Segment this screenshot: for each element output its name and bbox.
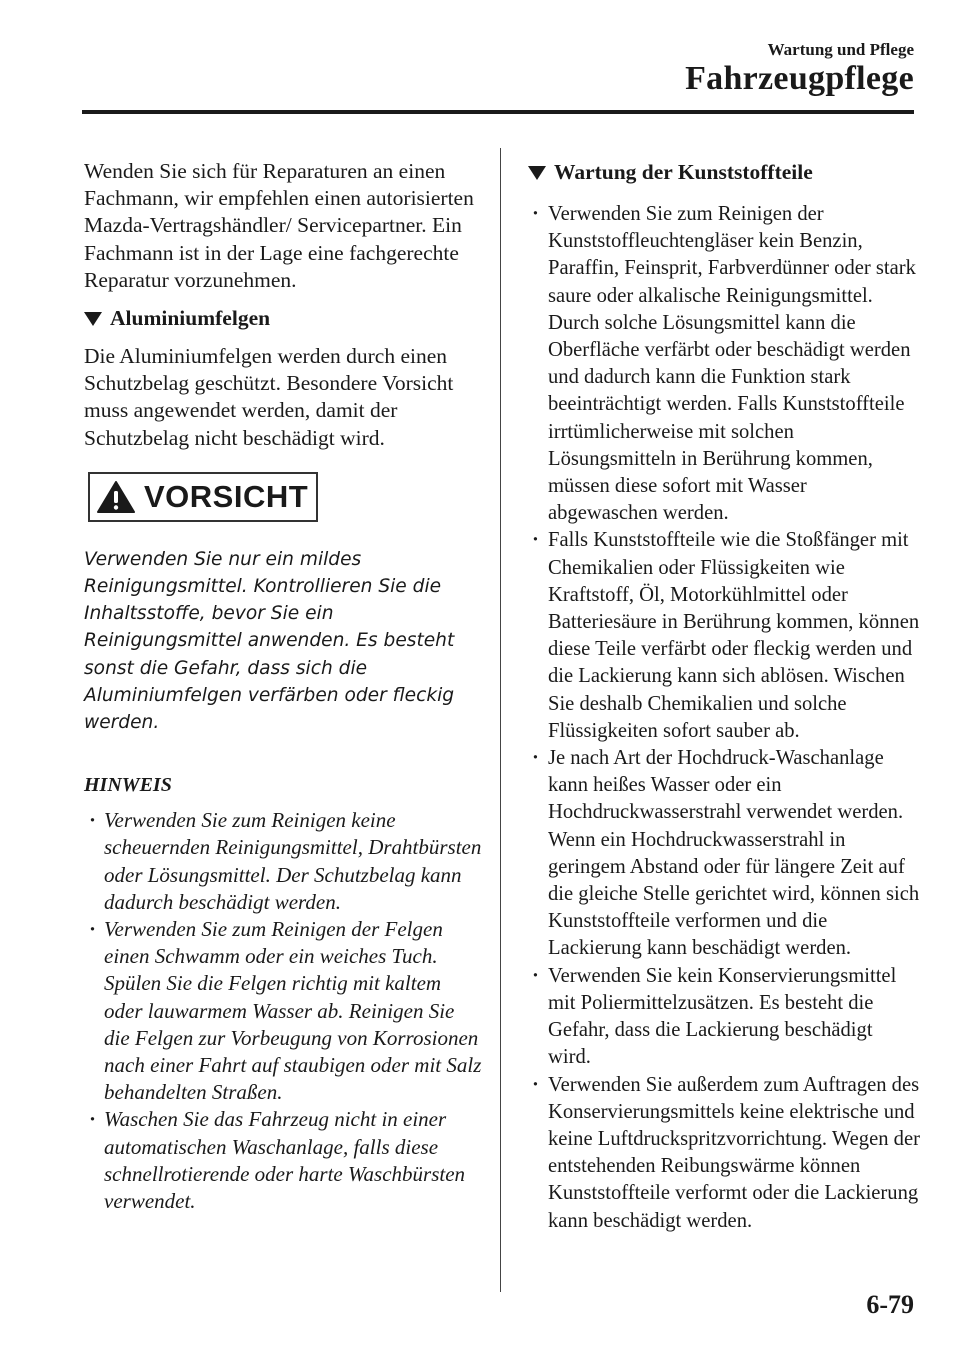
list-item: · Verwenden Sie zum Reinigen der Kunststoffleuchtengläser kein Benzin, Paraffin, Feinsprit, Farbverdünner oder stark saure oder alkalische Reinigungsmittel. Durch solche Lösungsmittel kann die Oberfläche verfärbt oder beschädigt werden und dadurch kann die Funktion stark beeinträchtigt werden. Falls Kunststoffteile irrtümlicherweise mit solchen Lösungsmitteln in Berührung kommen, müssen diese sofort mit Wasser abgewaschen werden. <box>528 201 920 527</box>
list-item: · Verwenden Sie außerdem zum Auftragen des Konservierungsmittels keine elektrische und keine Luftdruckspritzvorrichtung. Wegen der entstehenden Reibungswärme können Kunststoffteile verformt oder die Lackierung kann beschädigt werden. <box>528 1072 920 1235</box>
header-section: Wartung und Pflege <box>767 40 914 59</box>
caution-text: Verwenden Sie nur ein mildes Reinigungsmittel. Kontrollieren Sie die Inhaltsstoffe, bevor Sie ein Reinigungsmittel anwenden. Es besteht sonst die Gefahr, dass sich die Aluminiumfelgen verfärben oder fleckig werden. <box>84 548 455 734</box>
left-column <box>84 158 484 1215</box>
note-item: · Waschen Sie das Fahrzeug nicht in einer automatischen Waschanlage, falls diese schnellrotierende oder harte Waschbürsten verwendet. <box>86 1106 484 1215</box>
caution-box <box>88 472 318 522</box>
note-list <box>84 807 484 1215</box>
note-item: · Verwenden Sie zum Reinigen der Felgen einen Schwamm oder ein weiches Tuch. Spülen Sie die Felgen richtig mit kaltem oder lauwarmem Wasser ab. Reinigen Sie die Felgen zur Vorbeugung von Korrosionen nach einer Fahrt auf staubigen oder mit Salz behandelten Straßen. <box>86 916 484 1106</box>
note-item: · Verwenden Sie zum Reinigen keine scheuernden Reinigungsmittel, Drahtbürsten oder Lösungsmittel. Der Schutzbelag kann dadurch beschädigt werden. <box>86 807 484 916</box>
triangle-down-icon <box>84 312 102 326</box>
intro-paragraph: Wenden Sie sich für Reparaturen an einen Fachmann, wir empfehlen einen autorisierten Mazda-Vertragshändler/ Servicepartner. Ein Fachmann ist in der Lage eine fachgerechte Reparatur vorzunehmen. <box>84 159 474 292</box>
kunststoffteile-heading <box>528 160 920 185</box>
header-title: Fahrzeugpflege <box>685 60 914 97</box>
note-title: HINWEIS <box>84 774 172 797</box>
column-divider <box>500 148 501 1292</box>
list-item: · Falls Kunststoffteile wie die Stoßfänger mit Chemikalien oder Flüssigkeiten wie Kraftstoff, Öl, Motorkühlmittel oder Batteriesäure in Berührung kommen, können diese Teile verfärbt oder fleckig werden und die Lackierung kann sich ablösen. Wischen Sie deshalb Chemikalien und solche Flüssigkeiten sofort sauber ab. <box>528 527 920 745</box>
aluminium-paragraph: Die Aluminiumfelgen werden durch einen Schutzbelag geschützt. Besondere Vorsicht muss angewendet werden, damit der Schutzbelag nicht beschädigt wird. <box>84 344 454 450</box>
list-item: · Verwenden Sie kein Konservierungsmittel mit Poliermittelzusätzen. Es besteht die Gefahr, dass die Lackierung beschädigt wird. <box>528 963 920 1072</box>
header-rule <box>82 110 914 114</box>
page-number: 6-79 <box>866 1290 914 1319</box>
right-column <box>528 158 920 1235</box>
list-item: · Je nach Art der Hochdruck-Waschanlage kann heißes Wasser oder ein Hochdruckwasserstrahl verwendet werden. Wenn ein Hochdruckwasserstrahl in geringem Abstand oder für längere Zeit auf die gleiche Stelle gerichtet wird, können sich Kunststoffteile verformen und die Lackierung kann beschädigt werden. <box>528 745 920 963</box>
heading-text: Aluminiumfelgen <box>110 306 271 331</box>
triangle-down-icon <box>528 166 546 180</box>
caution-label: VORSICHT <box>144 478 309 514</box>
heading-text: Wartung der Kunststoffteile <box>554 160 813 184</box>
aluminiumfelgen-heading <box>84 306 484 331</box>
warning-triangle-icon <box>96 480 136 514</box>
maintenance-list <box>528 201 920 1235</box>
